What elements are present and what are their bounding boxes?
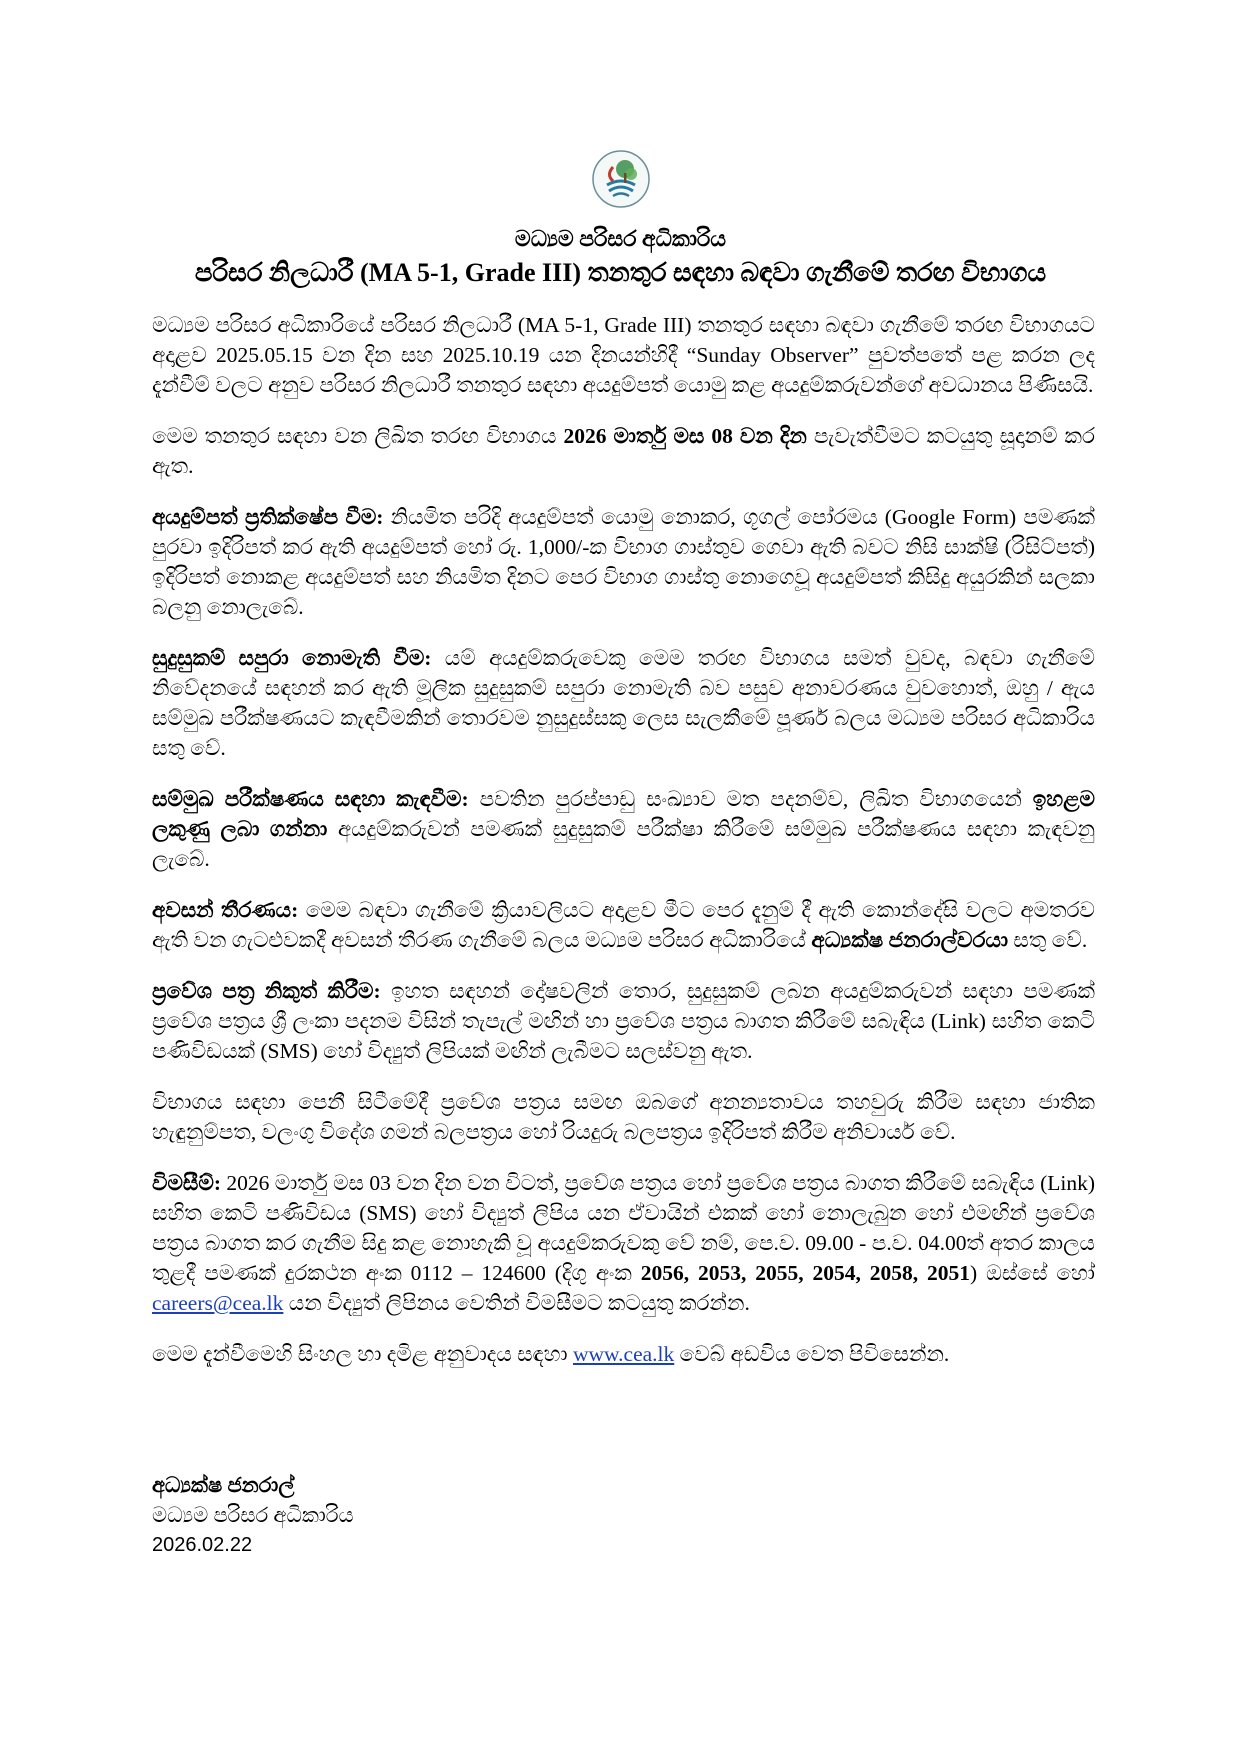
interview-heading: සම්මුඛ පරීක්ෂණය සඳහා කැඳවීම: (152, 787, 469, 811)
inquiries-heading: විමසීම්: (152, 1171, 221, 1195)
email-link[interactable]: careers@cea.lk (152, 1291, 284, 1315)
final-decision-heading: අවසන් තීරණය: (152, 898, 299, 922)
website-link[interactable]: www.cea.lk (572, 1342, 675, 1366)
qualification-paragraph: සුදුසුකම් සපුරා නොමැති වීම: යම් අයදුම්කරුවෙකු මෙම තරඟ විභාගය සමත් වුවද, බඳවා ගැනීමේ නිවේදනයේ සඳහන් කර ඇති මූලික සුදුසුකම් සපුරා නොමැති බව පසුව අනාවරණය වුවහොත්, ඔහු / ඇය සම්මුඛ පරීක්ෂණයට කැඳවීමකින් තොරවම නුසුදුස්සකු ලෙස සැලකීමේ පූර්ණ බලය මධ්‍යම පරිසර අධිකාරිය සතු වේ. (152, 646, 1095, 760)
exam-date: 2026 මාර්තු මස 08 වන දින (563, 424, 807, 448)
extension-numbers: 2056, 2053, 2055, 2054, 2058, 2051 (640, 1261, 970, 1285)
signatory-title: අධ්‍යක්ෂ ජනරාල් (152, 1473, 295, 1497)
identity-paragraph: විභාගය සඳහා පෙනී සිටීමේදී ප්‍රවේශ පත්‍රය සමඟ ඔබගේ අනන්‍යතාවය තහවුරු කිරීම සඳහා ජාතික හැඳුනුම්පත, වලංගු විදේශ ගමන් බලපත්‍රය හෝ රියදුරු බලපත්‍රය ඉදිරිපත් කිරීම අනිවාර්ය වේ. (152, 1090, 1095, 1144)
inquiries-paragraph: විමසීම්: 2026 මාර්තු මස 03 වන දින වන විටත්, ප්‍රවේශ පත්‍රය හෝ ප්‍රවේශ පත්‍රය බාගත කිරීමේ සබැඳිය (Link) සහිත කෙටි පණිවිඩය (SMS) හෝ විද්‍යුත් ලිපිය යන ඒවායින් එකක් හෝ නොලැබුන හෝ එමඟින් ප්‍රවේශ පත්‍රය බාගත කර ගැනීම සිදු කළ නොහැකි වූ අයදුම්කරුවකු වේ නම්, පෙ.ව. 09.00 - ප.ව. 04.00ත් අතර කාලය තුළදී පමණක් දුරකථන අංක 0112 – 124600 (දිගු අංක 2056, 2053, 2055, 2054, 2058, 2051) ඔස්සේ හෝ careers@cea.lk යන විද්‍යුත් ලිපිනය වෙතින් විමසීමට කටයුතු කරන්න. (152, 1171, 1095, 1315)
qualification-heading: සුදුසුකම් සපුරා නොමැති වීම: (152, 646, 432, 670)
admission-card-paragraph: ප්‍රවේශ පත්‍ර නිකුත් කිරීම: ඉහත සඳහන් දෝෂවලින් තොර, සුදුසුකම් ලබන අයදුම්කරුවන් සඳහා පමණක් ප්‍රවේශ පත්‍රය ශ්‍රී ලංකා පදනම විසින් තැපැල් මඟින් හා ප්‍රවේශ පත්‍රය බාගත කිරීමේ සබැඳිය (Link) සහිත කෙටි පණිවිඩයක් (SMS) හෝ විද්‍යුත් ලිපියක් මඟින් ලැබීමට සලස්වනු ඇත. (152, 979, 1095, 1063)
exam-date-paragraph: මෙම තනතුර සඳහා වන ලිඛිත තරඟ විභාගය 2026 මාර්තු මස 08 වන දින පැවැත්වීමට කටයුතු සූදානම් කර ඇත. (152, 424, 1095, 478)
notice-date: 2026.02.22 (152, 1534, 253, 1556)
intro-paragraph: මධ්‍යම පරිසර අධිකාරියේ පරිසර නිලධාරී (MA 5-1, Grade III) තනතුර සඳහා බඳවා ගැනීමේ තරඟ විභාගයට අදාළව 2025.05.15 වන දින සහ 2025.10.19 යන දිනයන්හිදී “Sunday Observer” පුවත්පතේ පළ කරන ලද දැන්වීම් වලට අනුව පරිසර නිලධාරී තනතුර සඳහා අයදුම්පත් යොමු කළ අයදුම්කරුවන්ගේ අවධානය පිණිසයි. (152, 313, 1095, 397)
admission-card-heading: ප්‍රවේශ පත්‍ර නිකුත් කිරීම: (152, 979, 381, 1003)
rejection-heading: අයදුම්පත් ප්‍රතික්ෂේප වීම: (152, 505, 384, 529)
notice-body (152, 310, 1095, 1390)
signatory-org: මධ්‍යම පරිසර අධිකාරිය (152, 1503, 354, 1527)
org-heading: මධ්‍යම පරිසර අධිකාරිය (514, 226, 727, 251)
website-paragraph: මෙම දැන්වීමෙහි සිංහල හා දමිළ අනුවාදය සඳහා www.cea.lk වෙබ් අඩවිය වෙත පිවිසෙන්න. (152, 1342, 950, 1366)
signature-block (152, 1470, 354, 1560)
rejection-paragraph: අයදුම්පත් ප්‍රතික්ෂේප වීම: නියමිත පරිදි අයදුම්පත් යොමු නොකර, ගූගල් පෝරමය (Google Form) පමණක් පුරවා ඉදිරිපත් කර ඇති අයදුම්පත් හෝ රු. 1,000/-ක විභාග ගාස්තුව ගෙවා ඇති බවට නිසි සාක්ෂි (රිසිට්පත්) ඉදිරිපත් නොකළ අයදුම්පත් සහ නියමිත දිනට පෙර විභාග ගාස්තු නොගෙවූ අයදුම්පත් කිසිදු අයුරකින් සලකා බලනු නොලැබේ. (152, 505, 1095, 619)
exam-title: පරිසර නිලධාරී (MA 5-1, Grade III) තනතුර සඳහා බඳවා ගැනීමේ තරඟ විභාගය (194, 258, 1047, 287)
interview-paragraph: සම්මුඛ පරීක්ෂණය සඳහා කැඳවීම: පවතින පුරප්පාඩු සංඛ්‍යාව මත පදනම්ව, ලිඛිත විභාගයෙන් ඉහළම ලකුණු ලබා ගන්නා අයදුම්කරුවන් පමණක් සුදුසුකම් පරීක්ෂා කිරීමේ සම්මුඛ පරීක්ෂණය සඳහා කැඳවනු ලැබේ. (152, 787, 1095, 871)
final-decision-paragraph: අවසන් තීරණය: මෙම බඳවා ගැනීමේ ක්‍රියාවලියට අදාළව මීට පෙර දැනුම් දී ඇති කොන්දේසි වලට අමතරව ඇති වන ගැටළුවකදී අවසන් තීරණ ගැනීමේ බලය මධ්‍යම පරිසර අධිකාරියේ අධ්‍යක්ෂ ජනරාල්වරයා සතු වේ. (152, 898, 1096, 952)
cea-logo (591, 149, 651, 209)
